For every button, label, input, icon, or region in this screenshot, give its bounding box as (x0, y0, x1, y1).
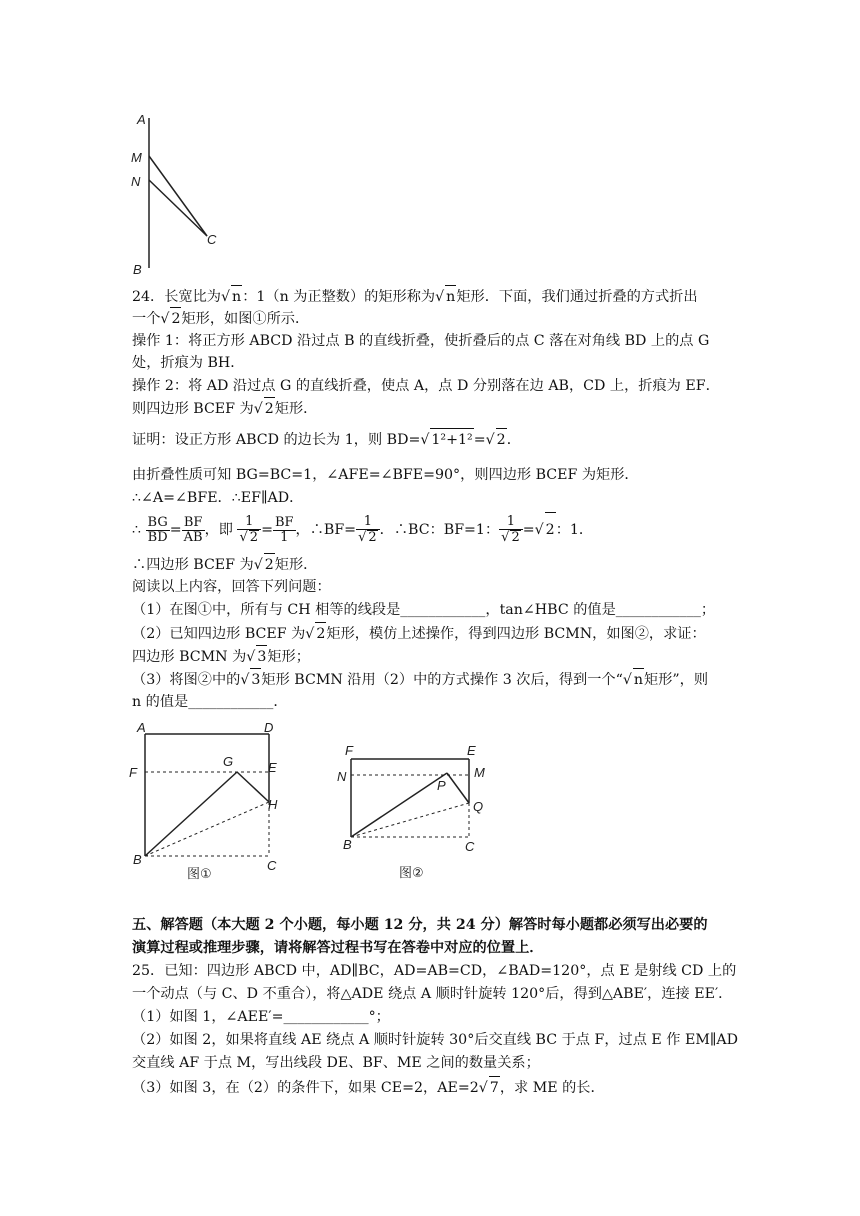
label-M: M (131, 150, 142, 165)
fig2-label-N: N (337, 769, 347, 784)
q24-line-16: （3）将图②中的√ 3矩形 BCMN 沿用（2）中的方式操作 3 次后，得到一个“√ n矩形”，则 (132, 668, 708, 691)
fig2-label-M: M (474, 765, 485, 780)
q25-line-4: （2）如图 2，如果将直线 AE 绕点 A 顺时针旋转 30°后交直线 BC 于点 F，过点 E 作 EM∥AD (132, 1032, 739, 1048)
fig2-label-E: E (467, 743, 476, 758)
fig2-label-C: C (465, 839, 475, 854)
q24-line-9: ∴∠A=∠BFE．∴EF∥AD． (132, 490, 304, 506)
fig1-caption: 图① (187, 866, 212, 881)
q24-line-4: 处，折痕为 BH． (132, 355, 245, 371)
q25-line-5: 交直线 AF 于点 M，写出线段 DE、BF、ME 之间的数量关系； (132, 1055, 540, 1071)
fig2-label-P: P (437, 778, 446, 793)
q24-line-11: ∴四边形 BCEF 为√ 2矩形． (132, 553, 317, 576)
q24-line-6: 则四边形 BCEF 为√ 2矩形． (132, 397, 317, 420)
figure-2 (335, 735, 500, 885)
q25-line-3: （1）如图 1，∠AEE′=____________°； (132, 1009, 390, 1025)
fig2-label-F: F (345, 743, 353, 758)
fig2-label-Q: Q (473, 799, 484, 814)
fig1-label-F: F (129, 765, 137, 780)
fig2-caption: 图② (399, 865, 424, 880)
label-A: A (137, 112, 146, 127)
figure-top-segments (125, 108, 235, 280)
q24-line-8: 由折叠性质可知 BG=BC=1，∠AFE=∠BFE=90°，则四边形 BCEF 为矩形． (132, 467, 639, 483)
fig1-label-A: A (137, 720, 146, 735)
q24-line-12: 阅读以上内容，回答下列问题： (132, 579, 331, 595)
q24-line-7: 证明：设正方形 ABCD 的边长为 1，则 BD=√ 1²+1²=√ 2． (132, 428, 521, 451)
section5-title-1: 五、解答题（本大题 2 个小题，每小题 12 分，共 24 分）解答时每小题都必须写出必要的 (132, 917, 708, 933)
q24-line-13: （1）在图①中，所有与 CH 相等的线段是____________，tan∠HBC 的值是____________； (132, 602, 716, 618)
q24-line-15: 四边形 BCMN 为√ 3矩形； (132, 645, 310, 668)
q24-line-10: ∴ $\frac{BG}{BD}$ = $\frac{BF}{AB}$ ，即 $\frac{1}{√ 2}$ = $\frac{BF}{1}$ ，∴BF= $\frac{1}{√ 2}$ ．∴BC：BF=1： $\frac{1}{√ 2}$ =√ 2：1． (132, 514, 594, 545)
q25-line-2: 一个动点（与 C、D 不重合），将△ADE 绕点 A 顺时针旋转 120°后，得到△ABE′，连接 EE′． (132, 986, 733, 1002)
section5-title-2: 演算过程或推理步骤，请将解答过程书写在答卷中对应的位置上． (132, 940, 544, 956)
q24-line-1: 24．长宽比为√ n：1（n 为正整数）的矩形称为√ n矩形．下面，我们通过折叠的方式折出 (132, 285, 698, 308)
fig1-label-D: D (264, 720, 274, 735)
q24-line-17: n 的值是____________． (132, 694, 288, 710)
q24-line-2: 一个√ 2矩形，如图①所示． (132, 307, 309, 330)
fig2-label-B: B (343, 837, 352, 852)
q24-line-5: 操作 2：将 AD 沿过点 G 的直线折叠，使点 A，点 D 分别落在边 AB，CD 上，折痕为 EF． (132, 378, 720, 394)
fig1-label-C: C (267, 858, 277, 873)
fig1-label-B: B (133, 852, 142, 867)
fig1-label-H: H (268, 797, 278, 812)
q24-line-3: 操作 1：将正方形 ABCD 沿过点 B 的直线折叠，使折叠后的点 C 落在对角线 BD 上的点 G (132, 333, 710, 349)
label-N: N (131, 174, 141, 189)
figure-1 (125, 718, 300, 888)
fig1-label-E: E (268, 760, 277, 775)
fig1-label-G: G (223, 754, 234, 769)
label-C: C (207, 232, 217, 247)
q25-line-1: 25．已知：四边形 ABCD 中，AD∥BC，AD=AB=CD，∠BAD=120°，点 E 是射线 CD 上的 (132, 963, 737, 979)
q25-line-6: （3）如图 3，在（2）的条件下，如果 CE=2，AE=2√ 7，求 ME 的长． (132, 1076, 605, 1099)
q24-line-14: （2）已知四边形 BCEF 为√ 2矩形，模仿上述操作，得到四边形 BCMN，如图②，求证： (132, 622, 706, 645)
label-B: B (133, 262, 142, 277)
